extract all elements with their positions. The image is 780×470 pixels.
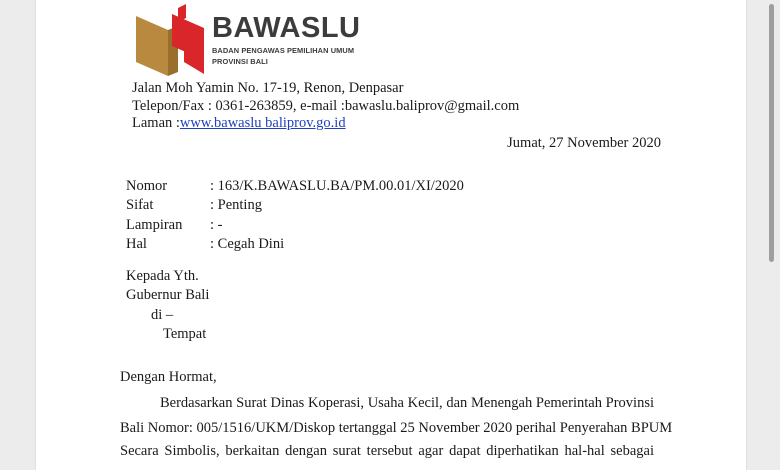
body-line-2: Bali Nomor: 005/1516/UKM/Diskop tertanggal 25 November 2020 perihal Penyerahan BPUM — [120, 420, 673, 436]
letter-date: Jumat, 27 November 2020 — [507, 135, 661, 151]
meta-label-sifat: Sifat — [126, 197, 154, 213]
meta-value-hal: : Cegah Dini — [210, 236, 285, 252]
scrollbar-thumb[interactable] — [769, 4, 774, 262]
letter-page — [36, 0, 746, 470]
meta-label-nomor: Nomor — [126, 178, 168, 194]
recipient-line-3: di – — [151, 307, 174, 323]
address-line: Jalan Moh Yamin No. 17-19, Renon, Denpasar — [132, 80, 404, 96]
website-line — [132, 115, 346, 132]
recipient-line-4: Tempat — [163, 326, 207, 342]
body-line-3: Secara Simbolis, berkaitan dengan surat tersebut agar dapat diperhatikan hal-hal sebagai — [120, 443, 654, 459]
brand-region: PROVINSI BALI — [212, 57, 268, 66]
contact-line: Telepon/Fax : 0361-263859, e-mail :bawaslu.baliprov@gmail.com — [132, 98, 520, 114]
body-line-1: Berdasarkan Surat Dinas Koperasi, Usaha Kecil, dan Menengah Pemerintah Provinsi — [160, 395, 654, 411]
greeting: Dengan Hormat, — [120, 369, 217, 385]
meta-label-lampiran: Lampiran — [126, 217, 183, 233]
meta-value-nomor: : 163/K.BAWASLU.BA/PM.00.01/XI/2020 — [210, 178, 464, 194]
brand-subtitle: BADAN PENGAWAS PEMILIHAN UMUM — [212, 46, 355, 55]
website-label: Laman : — [132, 115, 180, 131]
meta-value-sifat: : Penting — [210, 197, 262, 213]
scrollbar[interactable] — [768, 0, 774, 470]
brand-name: BAWASLU — [212, 12, 361, 44]
meta-label-hal: Hal — [126, 236, 147, 252]
website-link[interactable]: www.bawaslu baliprov.go.id — [179, 115, 346, 131]
recipient-line-1: Kepada Yth. — [126, 268, 199, 284]
recipient-line-2: Gubernur Bali — [126, 287, 210, 303]
bawaslu-logo-icon — [134, 4, 206, 78]
meta-value-lampiran: : - — [210, 217, 223, 233]
